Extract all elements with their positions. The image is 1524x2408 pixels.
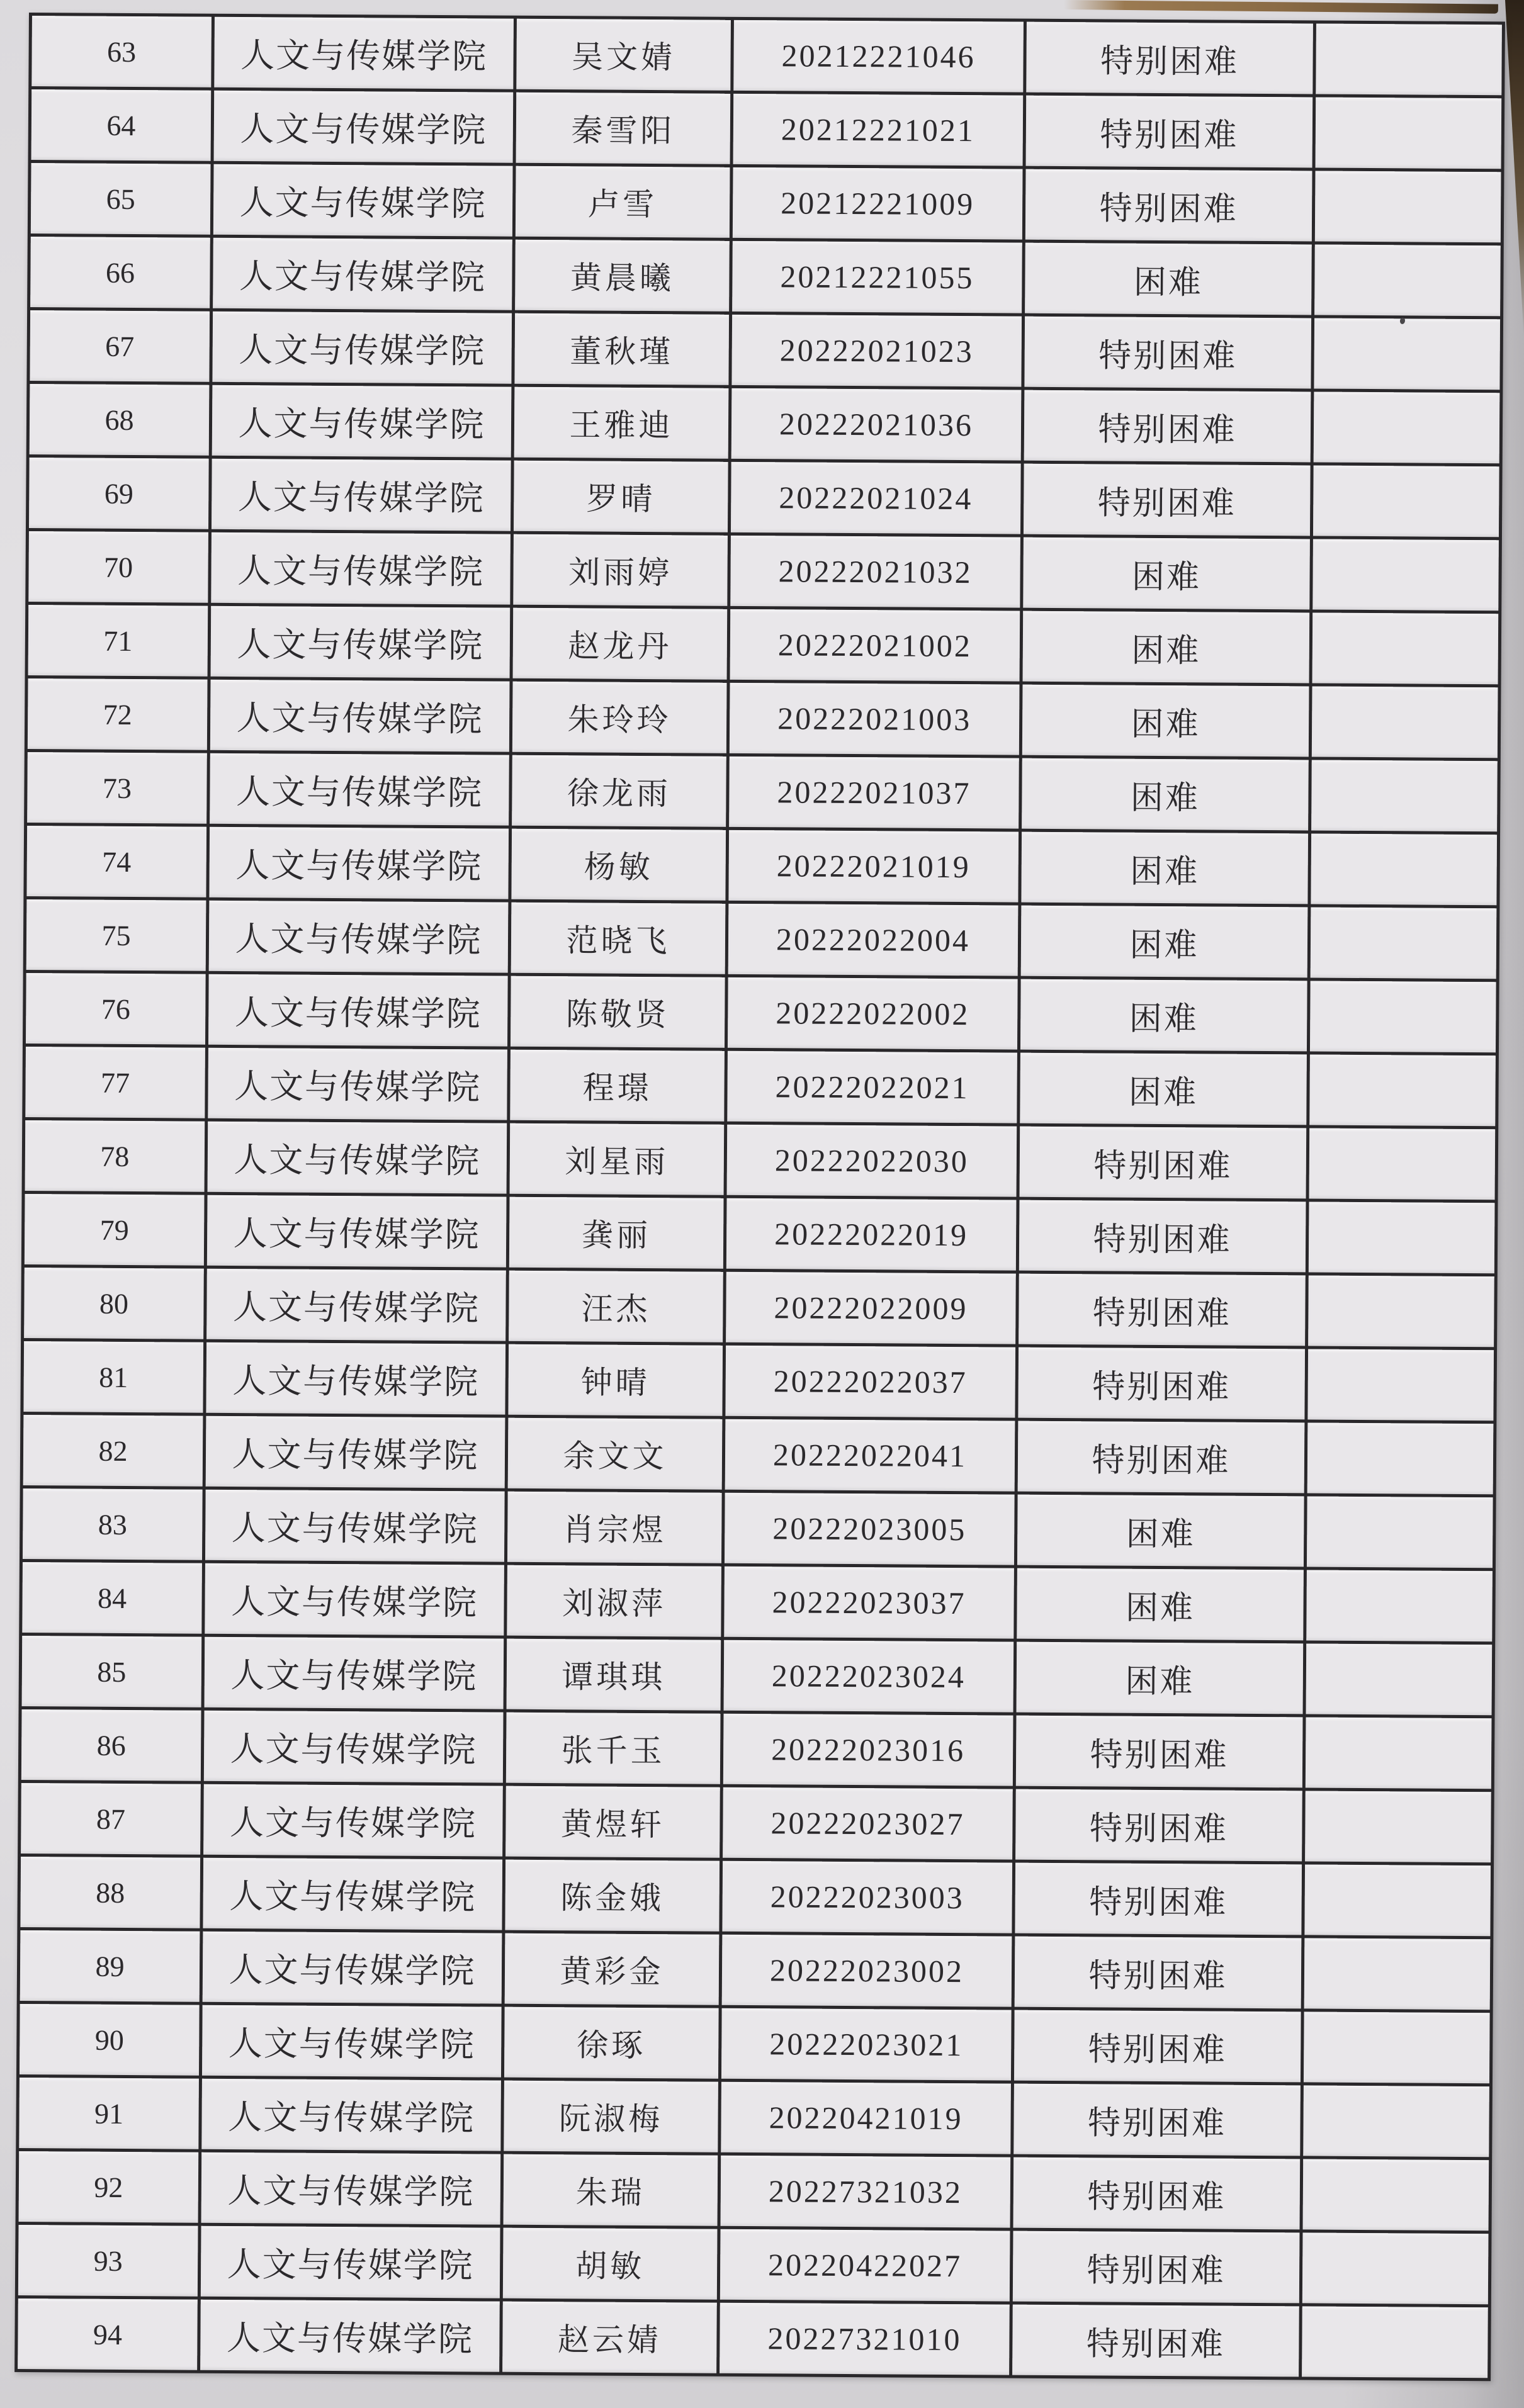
note-cell xyxy=(1303,2159,1489,2231)
row-number-cell: 87 xyxy=(21,1783,201,1855)
college-cell: 人文与传媒学院 xyxy=(208,1048,507,1120)
row-number-cell: 80 xyxy=(24,1268,204,1339)
college-cell: 人文与传媒学院 xyxy=(203,1784,503,1857)
student-id-cell: 20222022002 xyxy=(728,977,1018,1050)
student-id-cell: 20222023002 xyxy=(722,1935,1012,2007)
student-id-cell: 20227321010 xyxy=(720,2303,1010,2375)
note-cell xyxy=(1314,318,1500,390)
note-cell xyxy=(1312,539,1499,610)
name-cell: 杨敏 xyxy=(511,829,726,901)
college-cell: 人文与传媒学院 xyxy=(202,2005,502,2078)
note-cell xyxy=(1302,2306,1488,2378)
status-cell: 特别困难 xyxy=(1024,317,1311,389)
college-cell: 人文与传媒学院 xyxy=(209,901,509,973)
student-aid-roster-table xyxy=(14,13,1505,2381)
row-number-cell: 79 xyxy=(25,1194,205,1266)
name-cell: 朱玲玲 xyxy=(512,682,727,753)
row-number-cell: 71 xyxy=(28,605,208,677)
note-cell xyxy=(1314,244,1501,316)
name-cell: 张千玉 xyxy=(506,1713,721,1784)
row-number-cell: 92 xyxy=(19,2151,199,2223)
student-id-cell: 20222023027 xyxy=(723,1787,1013,1860)
status-cell: 特别困难 xyxy=(1012,2305,1299,2377)
college-cell: 人文与传媒学院 xyxy=(210,753,509,826)
row-number-cell: 78 xyxy=(25,1120,205,1192)
name-cell: 陈敬贤 xyxy=(511,976,725,1048)
note-cell xyxy=(1304,2011,1490,2083)
row-number-cell: 74 xyxy=(26,826,206,897)
name-cell: 谭琪琪 xyxy=(507,1639,721,1711)
student-id-cell: 20222021003 xyxy=(730,683,1020,755)
name-cell: 黄彩金 xyxy=(505,1933,720,2005)
row-number-cell: 83 xyxy=(23,1488,203,1560)
row-number-cell: 76 xyxy=(26,973,206,1045)
college-cell: 人文与传媒学院 xyxy=(205,1490,505,1562)
student-id-cell: 20222021024 xyxy=(731,462,1021,534)
note-cell xyxy=(1312,612,1499,684)
status-cell: 特别困难 xyxy=(1024,390,1311,463)
note-cell xyxy=(1316,97,1502,169)
row-number-cell: 93 xyxy=(18,2225,198,2297)
status-cell: 特别困难 xyxy=(1018,1347,1305,1420)
college-cell: 人文与传媒学院 xyxy=(205,1637,504,1709)
student-id-cell: 20212221046 xyxy=(733,20,1024,93)
name-cell: 董秋瑾 xyxy=(514,313,729,385)
name-cell: 罗晴 xyxy=(514,461,728,532)
note-cell xyxy=(1311,907,1497,979)
status-cell: 困难 xyxy=(1020,1053,1307,1125)
desk-edge-corner xyxy=(1505,0,1524,340)
student-id-cell: 20212221055 xyxy=(732,241,1022,313)
college-cell: 人文与传媒学院 xyxy=(205,1563,504,1636)
status-cell: 困难 xyxy=(1017,1642,1304,1714)
name-cell: 赵云婧 xyxy=(502,2302,717,2373)
note-cell xyxy=(1310,981,1496,1052)
note-cell xyxy=(1313,465,1499,537)
student-id-cell: 20222021002 xyxy=(730,609,1020,682)
name-cell: 秦雪阳 xyxy=(516,93,731,164)
status-cell: 困难 xyxy=(1017,1495,1304,1567)
note-cell xyxy=(1312,686,1498,758)
note-cell xyxy=(1309,1201,1495,1273)
college-cell: 人文与传媒学院 xyxy=(213,164,513,237)
college-cell: 人文与传媒学院 xyxy=(208,974,508,1047)
note-cell xyxy=(1306,1717,1492,1789)
row-number-cell: 70 xyxy=(28,531,208,603)
status-cell: 困难 xyxy=(1022,758,1309,831)
college-cell: 人文与传媒学院 xyxy=(212,459,511,531)
student-id-cell: 20222023037 xyxy=(724,1567,1014,1639)
name-cell: 赵龙丹 xyxy=(513,608,728,680)
note-cell xyxy=(1311,760,1498,831)
note-cell xyxy=(1303,2085,1489,2157)
name-cell: 朱瑞 xyxy=(504,2154,718,2226)
student-id-cell: 20222021032 xyxy=(730,536,1020,608)
note-cell xyxy=(1315,171,1501,242)
note-cell xyxy=(1307,1422,1494,1494)
college-cell: 人文与传媒学院 xyxy=(201,2152,501,2225)
student-id-cell: 20222022037 xyxy=(725,1346,1015,1418)
row-number-cell: 84 xyxy=(22,1562,202,1634)
note-cell xyxy=(1304,1938,1491,2010)
row-number-cell: 72 xyxy=(28,678,208,750)
status-cell: 困难 xyxy=(1021,906,1308,978)
college-cell: 人文与传媒学院 xyxy=(212,385,512,458)
status-cell: 特别困难 xyxy=(1019,1274,1306,1346)
note-cell xyxy=(1306,1570,1493,1641)
name-cell: 黄晨曦 xyxy=(515,240,730,312)
note-cell xyxy=(1316,23,1502,95)
name-cell: 肖宗煜 xyxy=(507,1492,722,1563)
name-cell: 刘淑萍 xyxy=(507,1565,721,1637)
row-number-cell: 86 xyxy=(21,1709,201,1781)
student-id-cell: 20222023021 xyxy=(721,2008,1012,2081)
college-cell: 人文与传媒学院 xyxy=(214,91,514,163)
note-cell xyxy=(1311,833,1497,905)
status-cell: 特别困难 xyxy=(1026,22,1313,94)
college-cell: 人文与传媒学院 xyxy=(214,17,514,89)
college-cell: 人文与传媒学院 xyxy=(213,238,512,310)
name-cell: 范晓飞 xyxy=(511,903,726,974)
note-cell xyxy=(1307,1496,1493,1568)
name-cell: 王雅迪 xyxy=(514,387,729,459)
student-id-cell: 20222023003 xyxy=(722,1861,1012,1933)
status-cell: 特别困难 xyxy=(1016,1716,1303,1788)
status-cell: 特别困难 xyxy=(1014,2010,1301,2083)
name-cell: 阮淑梅 xyxy=(504,2081,718,2152)
row-number-cell: 75 xyxy=(26,899,206,971)
student-id-cell: 20222021036 xyxy=(731,388,1022,461)
status-cell: 特别困难 xyxy=(1015,1937,1302,2009)
name-cell: 刘雨婷 xyxy=(513,534,728,606)
name-cell: 陈金娥 xyxy=(505,1860,720,1932)
status-cell: 困难 xyxy=(1025,243,1312,315)
student-id-cell: 20212221021 xyxy=(733,94,1024,166)
student-id-cell: 20227321032 xyxy=(721,2156,1011,2228)
student-id-cell: 20222021019 xyxy=(728,830,1019,903)
note-cell xyxy=(1304,1864,1491,1936)
student-id-cell: 20222022041 xyxy=(725,1419,1015,1492)
name-cell: 钟晴 xyxy=(508,1344,723,1416)
name-cell: 余文文 xyxy=(508,1418,723,1490)
row-number-cell: 88 xyxy=(20,1857,200,1928)
name-cell: 汪杰 xyxy=(509,1271,723,1342)
college-cell: 人文与传媒学院 xyxy=(201,2079,501,2151)
status-cell: 特别困难 xyxy=(1025,169,1312,242)
name-cell: 程璟 xyxy=(510,1050,725,1122)
status-cell: 特别困难 xyxy=(1018,1421,1305,1494)
status-cell: 困难 xyxy=(1023,537,1310,610)
row-number-cell: 90 xyxy=(20,2004,200,2076)
name-cell: 徐龙雨 xyxy=(512,755,726,827)
row-number-cell: 66 xyxy=(30,237,210,308)
status-cell: 困难 xyxy=(1023,611,1310,684)
student-id-cell: 20222022030 xyxy=(727,1125,1017,1197)
row-number-cell: 77 xyxy=(25,1047,205,1118)
status-cell: 特别困难 xyxy=(1013,2084,1301,2156)
row-number-cell: 89 xyxy=(20,1930,200,2002)
college-cell: 人文与传媒学院 xyxy=(212,312,512,384)
name-cell: 胡敏 xyxy=(503,2228,718,2300)
status-cell: 困难 xyxy=(1020,979,1307,1052)
row-number-cell: 94 xyxy=(18,2298,198,2370)
note-cell xyxy=(1302,2232,1489,2304)
status-cell: 困难 xyxy=(1021,832,1308,904)
college-cell: 人文与传媒学院 xyxy=(206,1342,505,1415)
name-cell: 卢雪 xyxy=(516,166,730,238)
status-cell: 特别困难 xyxy=(1020,1127,1307,1199)
student-id-cell: 20222021023 xyxy=(731,315,1022,387)
college-cell: 人文与传媒学院 xyxy=(211,532,511,605)
row-number-cell: 68 xyxy=(30,384,210,456)
row-number-cell: 67 xyxy=(30,310,210,382)
college-cell: 人文与传媒学院 xyxy=(203,1858,502,1930)
name-cell: 徐琢 xyxy=(504,2007,719,2079)
college-cell: 人文与传媒学院 xyxy=(207,1195,507,1268)
student-id-cell: 20220421019 xyxy=(721,2082,1011,2154)
college-cell: 人文与传媒学院 xyxy=(209,827,509,899)
status-cell: 特别困难 xyxy=(1019,1200,1306,1273)
row-number-cell: 69 xyxy=(29,458,209,529)
student-id-cell: 20222022009 xyxy=(726,1272,1016,1344)
student-id-cell: 20220422027 xyxy=(720,2229,1010,2302)
status-cell: 困难 xyxy=(1017,1568,1304,1641)
row-number-cell: 82 xyxy=(23,1415,203,1487)
status-cell: 特别困难 xyxy=(1015,1789,1302,1862)
college-cell: 人文与传媒学院 xyxy=(211,606,511,678)
row-number-cell: 65 xyxy=(31,163,211,235)
row-number-cell: 64 xyxy=(31,89,212,161)
student-id-cell: 20222022019 xyxy=(726,1198,1017,1271)
status-cell: 特别困难 xyxy=(1013,2158,1301,2230)
row-number-cell: 91 xyxy=(19,2078,199,2149)
student-id-cell: 20222023005 xyxy=(725,1493,1015,1565)
note-cell xyxy=(1308,1275,1494,1347)
name-cell: 龚丽 xyxy=(509,1197,724,1269)
row-number-cell: 73 xyxy=(27,752,207,824)
desk-edge-strip xyxy=(1064,0,1498,14)
row-number-cell: 81 xyxy=(23,1341,203,1413)
status-cell: 困难 xyxy=(1022,685,1309,757)
status-cell: 特别困难 xyxy=(1015,1863,1302,1935)
student-id-cell: 20222022004 xyxy=(728,904,1019,976)
college-cell: 人文与传媒学院 xyxy=(210,680,510,752)
note-cell xyxy=(1309,1054,1496,1126)
status-cell: 特别困难 xyxy=(1026,96,1313,168)
college-cell: 人文与传媒学院 xyxy=(201,2226,500,2298)
name-cell: 吴文婧 xyxy=(516,19,731,91)
note-cell xyxy=(1306,1643,1493,1715)
note-cell xyxy=(1314,391,1500,463)
note-cell xyxy=(1309,1128,1496,1200)
status-cell: 特别困难 xyxy=(1024,464,1311,536)
student-id-cell: 20222023024 xyxy=(724,1640,1014,1713)
note-cell xyxy=(1307,1349,1494,1421)
college-cell: 人文与传媒学院 xyxy=(203,1932,502,2004)
student-id-cell: 20212221009 xyxy=(733,167,1023,240)
student-id-cell: 20222023016 xyxy=(723,1714,1013,1786)
student-id-cell: 20222022021 xyxy=(727,1051,1017,1123)
row-number-cell: 63 xyxy=(31,16,212,87)
college-cell: 人文与传媒学院 xyxy=(204,1711,504,1783)
name-cell: 刘星雨 xyxy=(510,1123,725,1195)
college-cell: 人文与传媒学院 xyxy=(200,2300,500,2372)
row-number-cell: 85 xyxy=(22,1636,202,1708)
college-cell: 人文与传媒学院 xyxy=(206,1416,505,1488)
status-cell: 特别困难 xyxy=(1013,2231,1300,2304)
student-id-cell: 20222021037 xyxy=(729,757,1019,829)
college-cell: 人文与传媒学院 xyxy=(208,1122,507,1194)
note-cell xyxy=(1305,1791,1491,1862)
name-cell: 黄煜轩 xyxy=(505,1786,720,1858)
college-cell: 人文与传媒学院 xyxy=(206,1269,506,1341)
